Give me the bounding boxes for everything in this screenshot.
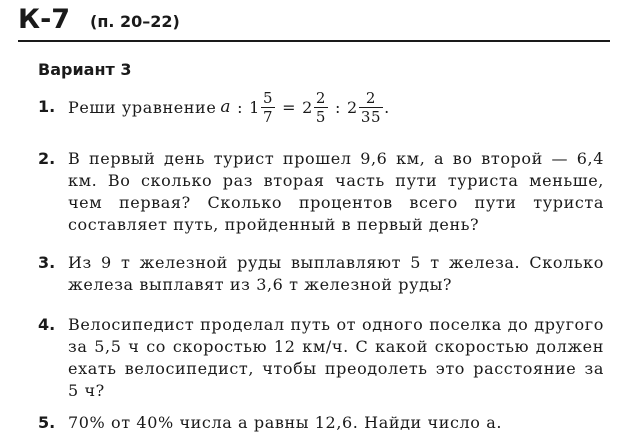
worksheet-code: К-7 — [18, 4, 71, 35]
variant-title: Вариант 3 — [38, 60, 132, 79]
whole-part: 1 — [249, 97, 260, 117]
numerator: 2 — [315, 88, 327, 107]
task-text: Из 9 т железной руды выплавляют 5 т железа. Сколько железа выплавят из 3,6 т железной руды? — [68, 253, 604, 294]
equals-operator: = — [282, 97, 297, 117]
equation — [68, 82, 390, 132]
worksheet-header — [18, 2, 610, 42]
task-number: 1. — [38, 97, 56, 116]
denominator: 7 — [262, 107, 274, 126]
whole-part: 2 — [347, 97, 358, 117]
mixed-number-1 — [249, 89, 276, 126]
period: . — [384, 97, 390, 117]
task-text: 70% от 40% числа a равны 12,6. Найди число a. — [68, 413, 503, 432]
colon-operator: : — [237, 97, 244, 117]
denominator: 35 — [360, 107, 382, 126]
variable-a: a — [220, 97, 232, 117]
task-number: 2. — [38, 149, 56, 168]
fraction — [261, 89, 275, 126]
denominator: 5 — [315, 107, 327, 126]
task-text: Велосипедист проделал путь от одного поселка до другого за 5,5 ч со скоростью 12 км/ч. С какой скоростью должен ехать велосипедист, чтобы преодолеть это расстояние за 5 ч? — [68, 315, 604, 400]
mixed-number-3 — [347, 89, 384, 126]
numerator: 5 — [262, 88, 274, 107]
numerator: 2 — [365, 88, 377, 107]
task-text: В первый день турист прошел 9,6 км, а во второй — 6,4 км. Во сколько раз вторая часть пути туриста меньше, чем первая? Сколько процентов всего пути туриста составляет путь, пройденный в первый день? — [68, 149, 604, 234]
task-number: 3. — [38, 253, 56, 272]
task-1-lead: Реши уравнение — [68, 97, 217, 117]
task-number: 4. — [38, 315, 56, 334]
paragraph-range: (п. 20–22) — [90, 12, 180, 31]
mixed-number-2 — [302, 89, 329, 126]
task-number: 5. — [38, 413, 56, 432]
fraction — [359, 89, 383, 126]
colon-operator: : — [335, 97, 342, 117]
whole-part: 2 — [302, 97, 313, 117]
fraction — [314, 89, 328, 126]
